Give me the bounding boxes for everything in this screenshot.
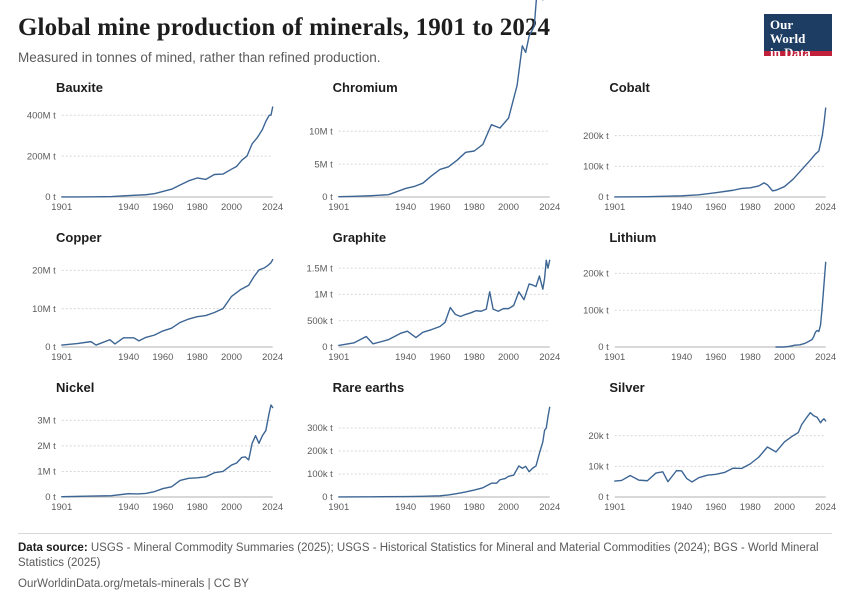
x-tick-label: 1940 bbox=[118, 202, 140, 214]
x-tick-label: 1901 bbox=[604, 202, 626, 214]
x-tick-label: 2000 bbox=[774, 352, 796, 364]
y-tick-label: 100k t bbox=[306, 469, 333, 481]
y-tick-label: 200k t bbox=[306, 446, 333, 458]
x-tick-label: 1960 bbox=[429, 352, 451, 364]
x-tick-label: 1960 bbox=[705, 352, 727, 364]
series-line bbox=[62, 405, 273, 497]
y-tick-label: 500k t bbox=[306, 316, 333, 328]
x-tick-label: 1940 bbox=[394, 502, 416, 514]
x-tick-label: 2024 bbox=[538, 202, 560, 214]
x-tick-label: 1960 bbox=[705, 202, 727, 214]
chart-panel bbox=[18, 230, 284, 378]
x-tick-label: 2024 bbox=[815, 202, 837, 214]
y-tick-label: 20M t bbox=[32, 265, 56, 277]
small-multiples-grid bbox=[18, 80, 837, 528]
x-tick-label: 2000 bbox=[774, 502, 796, 514]
x-tick-label: 2000 bbox=[774, 202, 796, 214]
x-tick-label: 1960 bbox=[152, 202, 174, 214]
x-tick-label: 1940 bbox=[118, 502, 140, 514]
x-tick-label: 1960 bbox=[429, 502, 451, 514]
x-tick-label: 2000 bbox=[221, 502, 243, 514]
x-tick-label: 1960 bbox=[152, 352, 174, 364]
x-tick-label: 2000 bbox=[497, 502, 519, 514]
x-tick-label: 1940 bbox=[394, 352, 416, 364]
x-tick-label: 1980 bbox=[186, 202, 208, 214]
x-tick-label: 1901 bbox=[51, 502, 73, 514]
x-tick-label: 2024 bbox=[815, 502, 837, 514]
chart-plot-area[interactable] bbox=[18, 97, 284, 215]
series-line bbox=[62, 107, 273, 197]
x-tick-label: 2000 bbox=[497, 202, 519, 214]
owid-logo[interactable] bbox=[764, 14, 832, 60]
y-tick-label: 10k t bbox=[588, 461, 610, 473]
x-tick-label: 1940 bbox=[394, 202, 416, 214]
y-tick-label: 0 t bbox=[598, 192, 610, 204]
chart-panel-title: Copper bbox=[56, 230, 102, 246]
series-line bbox=[338, 261, 549, 346]
x-tick-label: 2024 bbox=[262, 352, 284, 364]
x-tick-label: 1901 bbox=[604, 502, 626, 514]
x-tick-label: 1980 bbox=[463, 502, 485, 514]
x-tick-label: 1901 bbox=[51, 352, 73, 364]
chart-panel bbox=[571, 380, 837, 528]
chart-panel bbox=[18, 380, 284, 528]
chart-footer bbox=[18, 533, 832, 590]
chart-plot-area[interactable] bbox=[295, 247, 560, 365]
y-tick-label: 200k t bbox=[583, 131, 610, 143]
x-tick-label: 1940 bbox=[671, 502, 693, 514]
y-tick-label: 200k t bbox=[583, 268, 610, 280]
x-tick-label: 1980 bbox=[186, 352, 208, 364]
chart-panel-title: Rare earths bbox=[332, 380, 405, 396]
x-tick-label: 1980 bbox=[740, 352, 762, 364]
x-tick-label: 1901 bbox=[51, 202, 73, 214]
page-title: Global mine production of minerals, 1901 to 2024 bbox=[18, 14, 551, 41]
chart-panel bbox=[571, 230, 837, 378]
logo-line-1: Our World bbox=[770, 17, 806, 46]
page-subtitle: Measured in tonnes of mined, rather than refined production. bbox=[18, 49, 381, 65]
x-tick-label: 1901 bbox=[327, 502, 349, 514]
chart-panel-title: Silver bbox=[609, 380, 645, 396]
y-tick-label: 5M t bbox=[314, 159, 333, 171]
y-tick-label: 400M t bbox=[26, 110, 56, 122]
chart-plot-area[interactable] bbox=[571, 397, 837, 515]
y-tick-label: 0 t bbox=[45, 192, 56, 204]
series-line bbox=[615, 108, 826, 197]
y-tick-label: 1M t bbox=[314, 289, 333, 301]
x-tick-label: 1901 bbox=[327, 202, 349, 214]
y-tick-label: 0 t bbox=[45, 342, 56, 354]
y-tick-label: 0 t bbox=[321, 492, 333, 504]
x-tick-label: 1960 bbox=[429, 202, 451, 214]
x-tick-label: 1901 bbox=[604, 352, 626, 364]
license-text: OurWorldinData.org/metals-minerals | CC BY bbox=[18, 578, 249, 590]
x-tick-label: 1980 bbox=[740, 502, 762, 514]
x-tick-label: 2024 bbox=[262, 502, 284, 514]
x-tick-label: 1980 bbox=[740, 202, 762, 214]
series-line bbox=[776, 263, 826, 348]
y-tick-label: 1.5M t bbox=[306, 263, 333, 275]
chart-panel-title: Bauxite bbox=[56, 80, 103, 96]
chart-plot-area[interactable] bbox=[571, 247, 837, 365]
y-tick-label: 10M t bbox=[308, 126, 333, 138]
logo-line-2: in Data bbox=[770, 45, 811, 60]
x-tick-label: 2024 bbox=[538, 502, 560, 514]
y-tick-label: 0 t bbox=[598, 492, 610, 504]
chart-panel bbox=[571, 80, 837, 228]
y-tick-label: 2M t bbox=[37, 441, 56, 453]
series-line bbox=[615, 413, 826, 482]
x-tick-label: 1960 bbox=[152, 502, 174, 514]
chart-plot-area[interactable] bbox=[18, 247, 284, 365]
data-source bbox=[18, 541, 832, 572]
x-tick-label: 1980 bbox=[186, 502, 208, 514]
chart-panel-title: Cobalt bbox=[609, 80, 650, 96]
chart-panel bbox=[295, 380, 560, 528]
y-tick-label: 300k t bbox=[306, 423, 333, 435]
chart-plot-area[interactable] bbox=[295, 397, 560, 515]
x-tick-label: 2000 bbox=[221, 352, 243, 364]
y-tick-label: 100k t bbox=[583, 161, 610, 173]
x-tick-label: 2000 bbox=[497, 352, 519, 364]
x-tick-label: 1901 bbox=[327, 352, 349, 364]
x-tick-label: 1980 bbox=[463, 352, 485, 364]
x-tick-label: 1940 bbox=[118, 352, 140, 364]
x-tick-label: 1980 bbox=[463, 202, 485, 214]
series-line bbox=[338, 408, 549, 498]
chart-panel-title: Chromium bbox=[332, 80, 398, 96]
y-tick-label: 0 t bbox=[321, 342, 333, 354]
chart-header bbox=[18, 14, 832, 66]
x-tick-label: 2024 bbox=[262, 202, 284, 214]
chart-plot-area[interactable] bbox=[295, 97, 560, 215]
y-tick-label: 20k t bbox=[588, 431, 610, 443]
data-source-label: Data source: bbox=[18, 541, 88, 554]
y-tick-label: 100k t bbox=[583, 305, 610, 317]
y-tick-label: 3M t bbox=[37, 415, 56, 427]
chart-plot-area[interactable] bbox=[571, 97, 837, 215]
x-tick-label: 2000 bbox=[221, 202, 243, 214]
chart-panel-title: Graphite bbox=[332, 230, 387, 246]
chart-panel bbox=[295, 230, 560, 378]
x-tick-label: 2024 bbox=[815, 352, 837, 364]
x-tick-label: 1940 bbox=[671, 202, 693, 214]
y-tick-label: 200M t bbox=[26, 151, 56, 163]
chart-plot-area[interactable] bbox=[18, 397, 284, 515]
y-tick-label: 10M t bbox=[32, 304, 56, 316]
chart-panel bbox=[18, 80, 284, 228]
series-line bbox=[62, 260, 273, 345]
y-tick-label: 0 t bbox=[45, 492, 56, 504]
x-tick-label: 1940 bbox=[671, 352, 693, 364]
y-tick-label: 0 t bbox=[321, 192, 333, 204]
data-source-text: USGS - Mineral Commodity Summaries (2025); USGS - Historical Statistics for Mineral and Material Commodities (2024); BGS - World Mineral Statistics (2025) bbox=[18, 541, 819, 570]
x-tick-label: 2024 bbox=[538, 352, 560, 364]
chart-panel bbox=[295, 80, 560, 228]
x-tick-label: 1960 bbox=[705, 502, 727, 514]
chart-panel-title: Lithium bbox=[609, 230, 657, 246]
chart-panel-title: Nickel bbox=[56, 380, 95, 396]
y-tick-label: 0 t bbox=[598, 342, 610, 354]
y-tick-label: 1M t bbox=[37, 466, 56, 478]
